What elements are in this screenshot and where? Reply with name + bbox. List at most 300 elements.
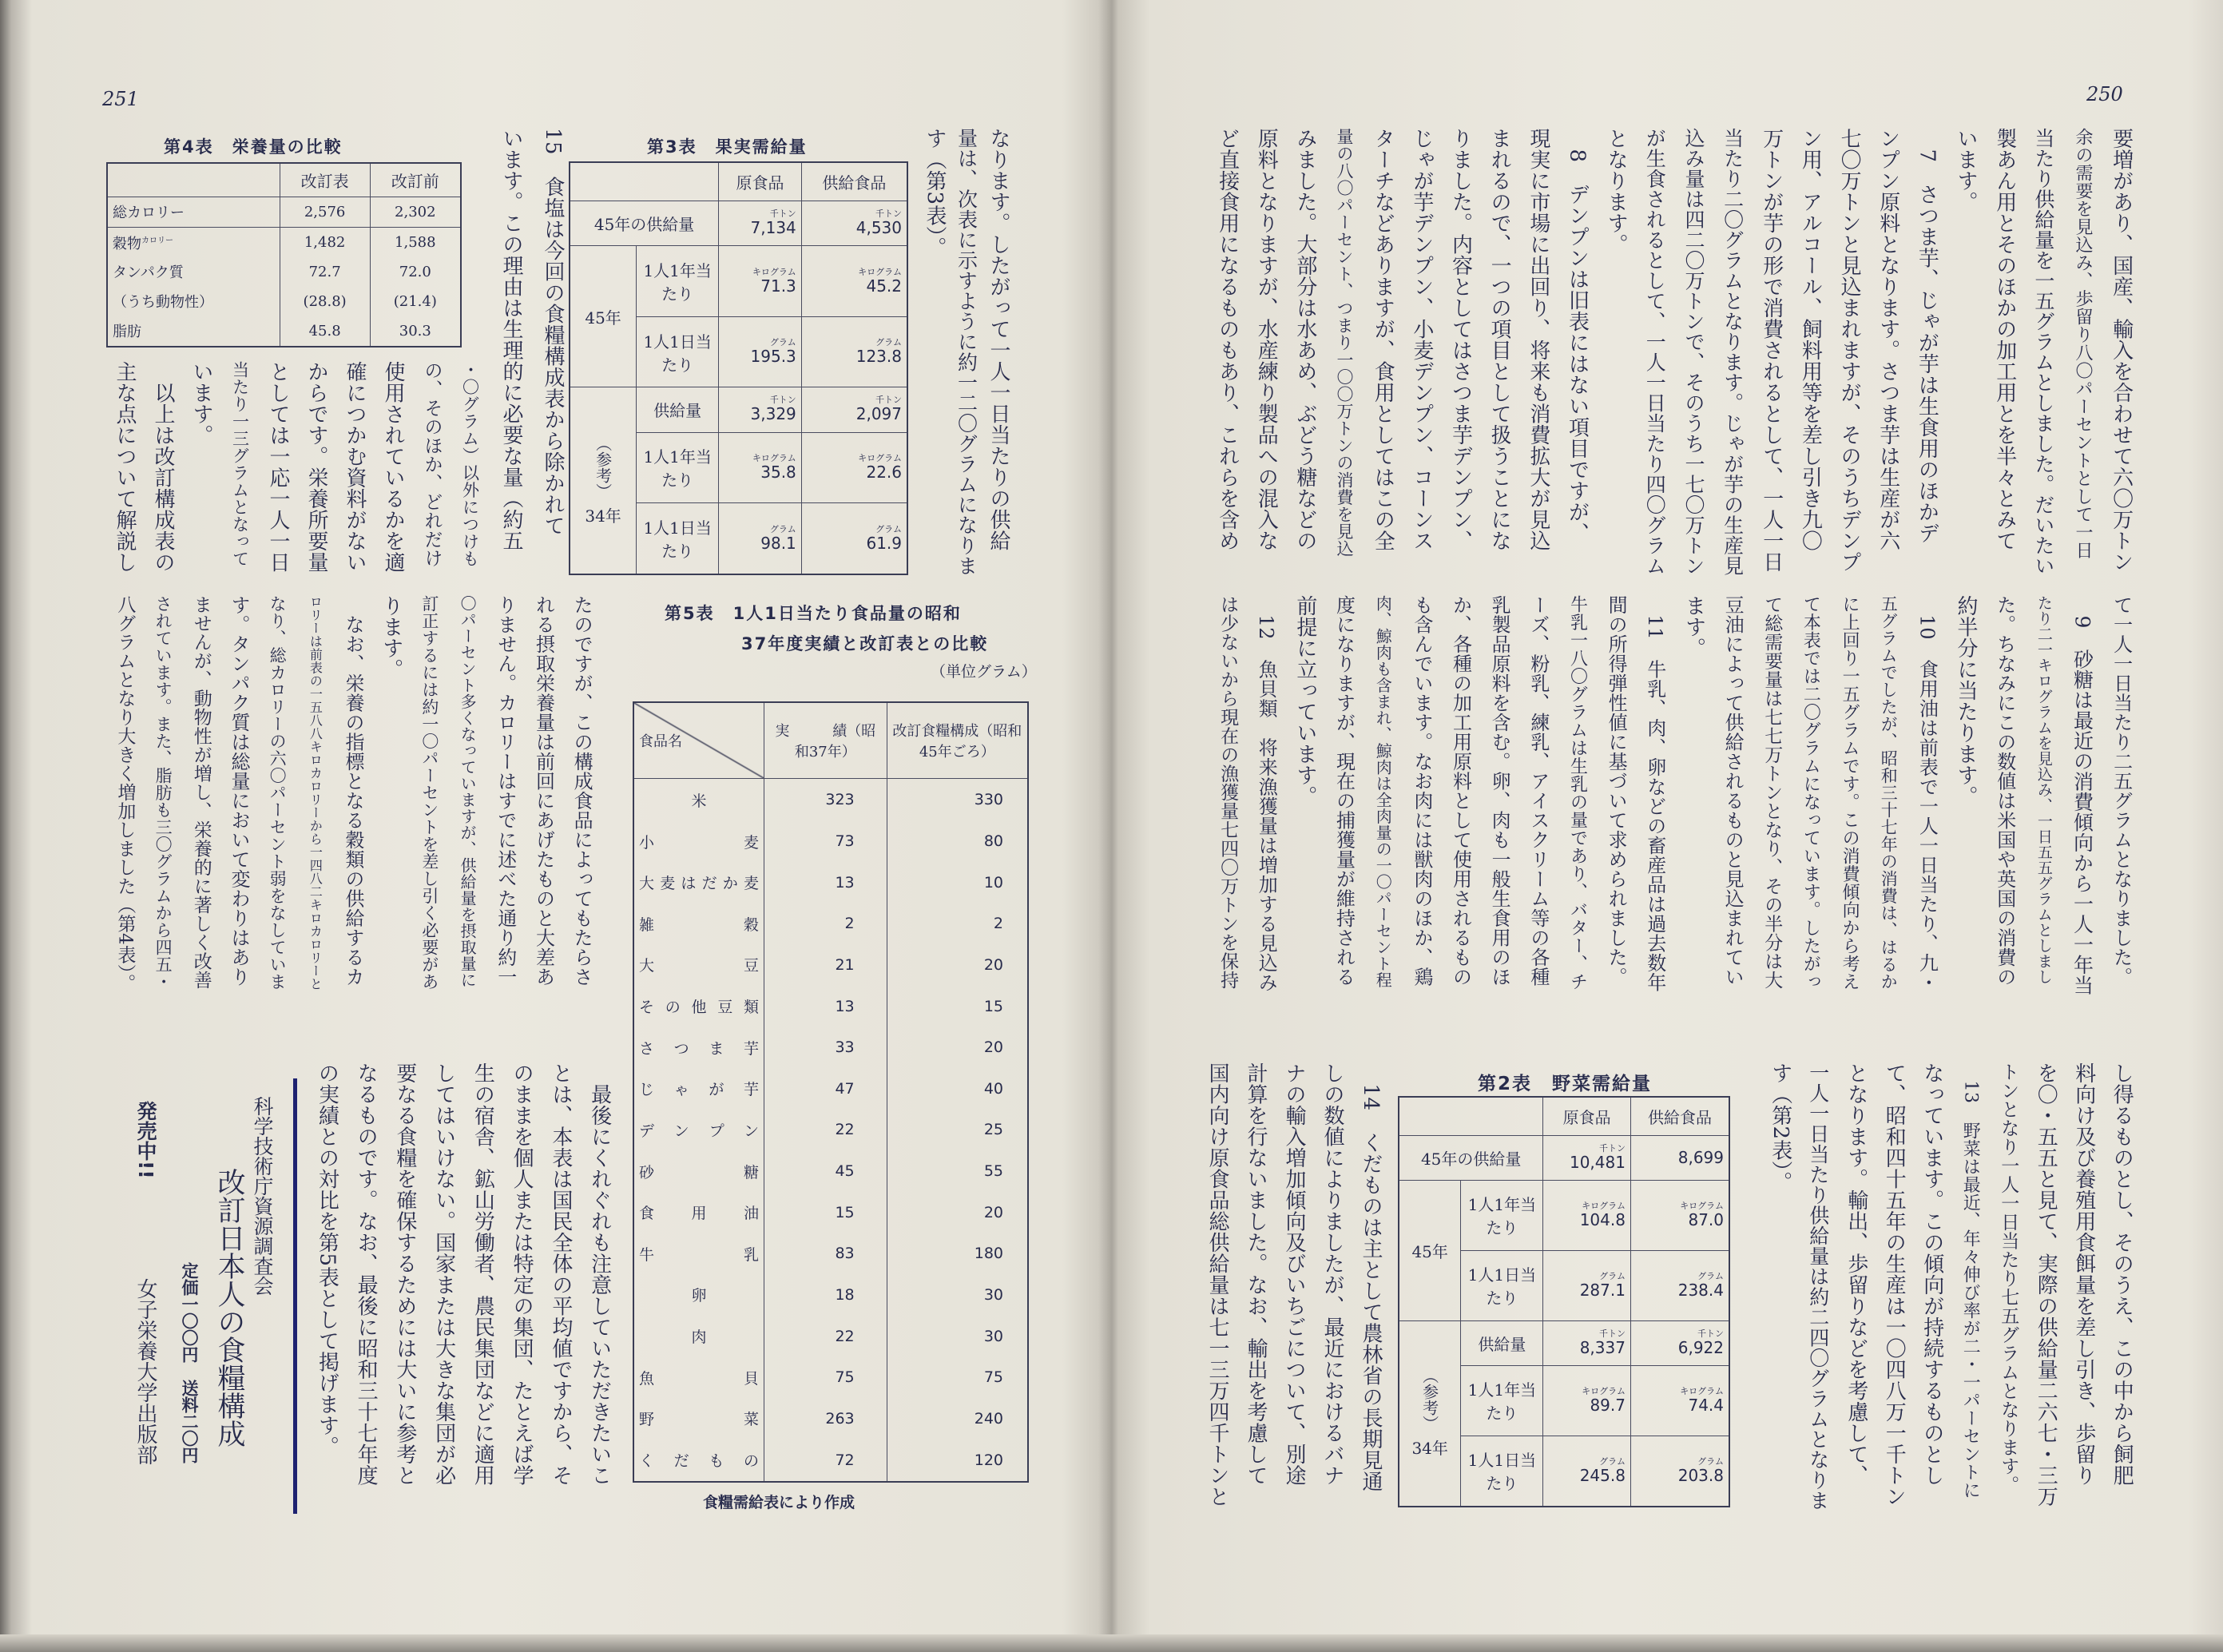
- text-column: ーズ、粉乳、練乳、アイスクリーム等の各種: [1526, 595, 1550, 987]
- table5-source-note: 食糧需給表により作成: [703, 1494, 855, 1511]
- unit-label: キログラム: [752, 452, 796, 463]
- table-header-row: [107, 163, 461, 197]
- text-column: 前提に立っています。: [1292, 595, 1317, 807]
- text-column: なり、総カロリーの六〇パーセント弱をなしていま: [268, 595, 288, 991]
- unit-label: グラム: [1599, 1455, 1626, 1467]
- page-number-left: 251: [102, 88, 139, 110]
- table-row: [633, 820, 1028, 862]
- text-column: た。ちなみにこの数値は米国や英国の消費の: [1993, 595, 2016, 987]
- right-page-tier2-text: [1208, 595, 2141, 999]
- text-column: 余の需要を見込み、歩留り八〇パーセントとして一日: [2073, 128, 2094, 559]
- table-corner-cell: [1399, 1097, 1543, 1135]
- table-cell-value: 80: [887, 820, 1028, 862]
- unit-label: 千トン: [769, 395, 796, 406]
- table-cell-value: 75: [887, 1356, 1028, 1398]
- reference-note: （参考）: [1419, 1368, 1439, 1432]
- table-cell-value: 55: [887, 1150, 1028, 1192]
- text-column: の実績との対比を第5表として掲げます。: [315, 1062, 339, 1458]
- text-column: となります。輸出、歩留りなどを考慮して、: [1844, 1062, 1868, 1486]
- row-label-text: 脂肪: [113, 324, 141, 341]
- table-cell-value: [801, 201, 907, 246]
- text-column: 〇パーセント多くなっていますが、供給量を摂取量に: [458, 595, 478, 988]
- left-page-intro-text: [919, 128, 1014, 575]
- text-column: 間の所得弾性値に基づいて求められました。: [1605, 595, 1628, 987]
- text-column: 要増があり、国産、輸入を合わせて六〇万トン: [2109, 128, 2134, 573]
- table-cell-value: [719, 503, 802, 574]
- cell-value: 8,337: [1579, 1337, 1626, 1357]
- column-header: 原食品: [1543, 1097, 1631, 1135]
- text-column: を〇・五五と見て、実際の供給量二六七・三万: [2034, 1062, 2058, 1507]
- table-cell-value: 30.3: [370, 316, 461, 347]
- text-column: 五グラムでしたが、昭和三十七年の消費は、はるか: [1879, 595, 1899, 991]
- table-cell-value: 73: [764, 820, 887, 862]
- table-cell-value: 2,576: [280, 197, 370, 227]
- table-cell-value: 21: [764, 944, 887, 986]
- row-label: 1人1日当たり: [1461, 1250, 1543, 1320]
- unit-label: 千トン: [769, 208, 796, 220]
- table-row: [570, 246, 907, 317]
- reference-note: （参考）: [593, 435, 613, 499]
- text-column: とは、本表は国民全体の平均値ですから、そ: [548, 1062, 573, 1486]
- text-column: す。タンパク質は総量において変わりはあり: [227, 595, 250, 987]
- table-cell-value: [801, 387, 907, 432]
- text-column: 確につかむ資料がない: [343, 361, 367, 573]
- table-cell-value: 25: [887, 1110, 1028, 1151]
- text-column: 11 牛乳、肉、卵などの畜産品は過去数年: [1643, 595, 1666, 993]
- table3-title: 第3表 果実需給量: [647, 137, 808, 157]
- table-cell-value: 72.0: [370, 257, 461, 287]
- text-column: ン用、アルコール、飼料用等を差し引き九〇: [1798, 128, 1823, 551]
- table-row: [633, 1150, 1028, 1192]
- table-cell-value: 20: [887, 1192, 1028, 1233]
- cell-value: 203.8: [1677, 1465, 1724, 1485]
- table-cell-value: [801, 246, 907, 317]
- table-cell-value: 45.8: [280, 316, 370, 347]
- group-label: [570, 387, 637, 574]
- unit-label: グラム: [1697, 1270, 1724, 1281]
- row-label: 供給量: [1461, 1320, 1543, 1365]
- table-cell-value: 30: [887, 1274, 1028, 1316]
- table-cell-value: 323: [764, 779, 887, 820]
- text-column: 計算を行ないました。なお、輸出を考慮して: [1244, 1062, 1268, 1486]
- table-cell-value: 47: [764, 1068, 887, 1110]
- text-column: ど直接食用になるものもあり、これらを含め: [1215, 128, 1240, 551]
- unit-label: 千トン: [1697, 1328, 1724, 1339]
- group-label: 45年: [1399, 1180, 1461, 1320]
- table-cell-value: 72.7: [280, 257, 370, 287]
- table-cell-value: 330: [887, 779, 1028, 820]
- food-name: 肉: [633, 1316, 764, 1357]
- ad-on-sale: 発売中!!: [134, 1101, 157, 1179]
- food-name: 卵: [633, 1274, 764, 1316]
- table-cell-value: [719, 201, 802, 246]
- table-cell-value: 20: [887, 944, 1028, 986]
- food-name: 牛乳: [633, 1233, 764, 1274]
- text-column: 度になりますが、現在の捕獲量が維持される: [1332, 595, 1356, 987]
- table-cell-value: [1543, 1250, 1631, 1320]
- table-cell-value: [1630, 1180, 1729, 1250]
- table-row: [1399, 1135, 1729, 1180]
- table-cell-value: 2: [887, 903, 1028, 944]
- text-column: なお、栄養の指標となる穀類の供給するカ: [342, 595, 365, 987]
- table-cell-value: 20: [887, 1027, 1028, 1068]
- cell-value: 74.4: [1688, 1395, 1724, 1415]
- text-column: なります。したがって一人一日当たりの供給: [986, 128, 1010, 551]
- text-column: じゃが芋デンプン、小麦デンプン、コーンス: [1409, 128, 1434, 551]
- text-column: 15 食塩は今回の食糧構成表から除かれて: [541, 128, 565, 537]
- table-cell-value: [1630, 1365, 1729, 1436]
- table-row: [633, 1316, 1028, 1357]
- column-header: 改訂表: [280, 163, 370, 197]
- table-row: [633, 779, 1028, 820]
- cell-value: 35.8: [760, 462, 796, 482]
- cell-value: 195.3: [750, 347, 796, 367]
- group-year: 34年: [585, 506, 621, 526]
- food-name: 大麦はだか麦: [633, 862, 764, 903]
- text-column: し得るものとし、そのうえ、この中から飼肥: [2110, 1062, 2134, 1486]
- table-cell-value: [1630, 1320, 1729, 1365]
- table-corner-cell: [570, 162, 719, 201]
- table-cell-value: [1630, 1135, 1729, 1180]
- cell-value: 61.9: [866, 533, 902, 553]
- cell-value: 238.4: [1677, 1280, 1724, 1300]
- table-cell-value: [719, 316, 802, 387]
- cell-value: 2,097: [855, 404, 902, 424]
- unit-label: キログラム: [752, 266, 796, 277]
- text-column: 八グラムとなり大きく増加しました（第4表）。: [114, 595, 136, 993]
- column-header: [107, 163, 280, 197]
- text-column: れる摂取栄養量は前回にあげたものと大差あ: [532, 595, 555, 987]
- table-row: [1399, 1180, 1729, 1250]
- text-column: 製あん用とそのほかの加工用とを半々とみて: [1992, 128, 2017, 551]
- unit-label: キログラム: [1582, 1385, 1626, 1396]
- right-page-fruit-text: [1198, 1062, 1390, 1510]
- food-name: さつま芋: [633, 1027, 764, 1068]
- text-column: りません。カロリーはすでに述べた通り約一: [494, 595, 517, 987]
- food-name: 砂糖: [633, 1150, 764, 1192]
- text-column: 8 デンプンは旧表にはない項目ですが、: [1565, 128, 1590, 544]
- ad-price: 定価一〇〇円 送料二〇円: [180, 1262, 200, 1463]
- table-row: [570, 387, 907, 432]
- food-name: 小麦: [633, 820, 764, 862]
- text-column: 料向け及び養殖用食餌量を差し引き、歩留り: [2071, 1062, 2096, 1486]
- row-label-text: タンパク質: [113, 264, 184, 282]
- right-page-tier1-text: [1208, 128, 2141, 575]
- text-column: 当たり供給量を一五グラムとしました。だいたい: [2031, 128, 2055, 576]
- table-row: [633, 1027, 1028, 1068]
- row-label-text: 穀物: [113, 235, 141, 252]
- unit-label: キログラム: [1582, 1200, 1626, 1211]
- row-label: 1人1年当たり: [637, 246, 719, 317]
- text-column: 原料となりますが、水産練り製品への混入な: [1254, 128, 1279, 551]
- text-column: 七〇万トンと見込まれますが、そのうちデンプ: [1837, 128, 1862, 573]
- cell-value: 123.8: [855, 347, 902, 367]
- text-column: 一人一日当たり供給量は約二四〇グラムとなりま: [1806, 1062, 1830, 1511]
- text-column: 13 野菜は最近、年々伸び率が二・一パーセントに: [1960, 1062, 1981, 1499]
- group-year: 34年: [1411, 1439, 1448, 1459]
- table-cell-value: [1543, 1365, 1631, 1436]
- text-column: て、昭和四十五年の生産は一〇四八万一千トン: [1882, 1062, 1907, 1507]
- table-row: [633, 1110, 1028, 1151]
- table-row: [570, 201, 907, 246]
- table-header-row: [633, 702, 1028, 779]
- cell-value: 71.3: [760, 276, 796, 296]
- table-cell-value: 263: [764, 1398, 887, 1440]
- column-header: 供給食品: [1630, 1097, 1729, 1135]
- text-column: 9 砂糖は最近の消費傾向から一人一年当: [2070, 595, 2094, 995]
- unit-label: カロリー: [141, 236, 173, 245]
- table-cell-value: 120: [887, 1440, 1028, 1482]
- table-cell-value: 240: [887, 1398, 1028, 1440]
- unit-label: 千トン: [875, 208, 902, 220]
- cell-value: 104.8: [1579, 1209, 1626, 1229]
- text-column: 国内向け原食品総供給量は七一三万四千トンと: [1205, 1062, 1229, 1507]
- cell-value: 287.1: [1579, 1280, 1626, 1300]
- table-row: [107, 228, 461, 258]
- text-column: に上回り一五グラムです。この消費傾向から考え: [1840, 595, 1860, 991]
- text-column: 約半分に当たります。: [1954, 595, 1979, 807]
- text-column: ンプン原料となります。さつま芋は生産が六: [1876, 128, 1900, 551]
- text-column: 込み量は四二〇万トンで、そのうち一七〇万トン: [1681, 128, 1705, 576]
- table-row: [107, 316, 461, 347]
- text-column: みました。大部分は水あめ、ぶどう糖などの: [1292, 128, 1317, 551]
- text-column: も含んでいます。なお肉には獣肉のほか、鶏: [1410, 595, 1433, 987]
- text-column: たり二一キログラムを見込み、一日五五グラムとしまし: [2034, 595, 2053, 985]
- food-name: くだもの: [633, 1440, 764, 1482]
- table-row: [107, 287, 461, 316]
- text-column: 使用されているかを適: [381, 361, 405, 573]
- row-label: [107, 287, 280, 316]
- table-cell-value: 15: [887, 986, 1028, 1027]
- group-label: 45年: [570, 246, 637, 387]
- text-column: ・〇グラム）以外につけも: [460, 361, 480, 567]
- text-column: からです。栄養所要量: [304, 361, 328, 573]
- column-header: 供給食品: [801, 162, 907, 201]
- food-name: その他豆類: [633, 986, 764, 1027]
- left-page-tier2-text: [105, 595, 601, 999]
- text-column: 牛乳一八〇グラムは生乳の量であり、バター、チ: [1567, 595, 1588, 991]
- row-label: 1人1年当たり: [637, 432, 719, 503]
- table-row: [633, 1192, 1028, 1233]
- text-column: の、そのほか、どれだけ: [421, 361, 443, 568]
- text-column: トンとなり一人一日当たり七五グラムとなります。: [1998, 1062, 2019, 1495]
- unit-label: グラム: [875, 337, 902, 348]
- text-column: て本表では二〇グラムになっています。したがっ: [1800, 595, 1821, 991]
- text-column: ターチなどありますが、食用としてはこの全: [1371, 128, 1395, 551]
- table-row: [633, 1274, 1028, 1316]
- text-column: 量の八〇パーセント、つまり一〇〇万トンの消費を見込: [1335, 128, 1355, 558]
- row-label: 45年の供給量: [570, 201, 719, 246]
- text-column: ます。: [1681, 595, 1706, 659]
- table-row: [633, 1440, 1028, 1482]
- unit-label: グラム: [769, 337, 796, 348]
- ad-book-title: 改訂日本人の食糧構成: [213, 1168, 245, 1447]
- text-column: 量は、次表に示すように約一二〇グラムになりま: [955, 128, 979, 576]
- table-cell-value: 2: [764, 903, 887, 944]
- table-cell-value: [1630, 1436, 1729, 1507]
- row-label-text: 総カロリー: [113, 205, 185, 222]
- table-cell-value: [1543, 1180, 1631, 1250]
- column-header: 改訂食糧構成（昭和45年ごろ）: [887, 702, 1028, 779]
- table-cell-value: 13: [764, 986, 887, 1027]
- table-cell-value: 30: [887, 1316, 1028, 1357]
- text-column: は少ないから現在の漁獲量七四〇万トンを保持: [1217, 595, 1239, 990]
- unit-label: キログラム: [1680, 1200, 1724, 1211]
- text-column: 12 魚貝類 将来漁獲量は増加する見込み: [1255, 595, 1278, 993]
- text-column: まれるので、一つの項目として扱うことにな: [1487, 128, 1512, 551]
- text-column: 14 くだものは主として農林省の長期見通: [1359, 1062, 1383, 1492]
- table-cell-value: (21.4): [370, 287, 461, 316]
- table5-food-comparison: [633, 701, 1029, 1483]
- right-page-tier3-text: [1761, 1062, 2141, 1510]
- page-number-right: 250: [2086, 83, 2123, 105]
- table-cell-value: 2,302: [370, 197, 461, 227]
- table4-title: 第4表 栄養量の比較: [164, 137, 343, 157]
- unit-label: グラム: [769, 523, 796, 534]
- table-row: [633, 1233, 1028, 1274]
- table2-vegetable-supply: [1398, 1096, 1730, 1507]
- text-column: としては一応一人一日: [266, 361, 290, 573]
- table-cell-value: 15: [764, 1192, 887, 1233]
- cell-value: 7,134: [750, 218, 796, 238]
- table-cell-value: 13: [764, 862, 887, 903]
- text-column: 当たり一三グラムとなって: [230, 361, 250, 567]
- page-edge: [0, 1634, 2223, 1652]
- text-column: りました。内容としてはさつま芋デンプン、: [1448, 128, 1473, 551]
- table-row: [633, 1068, 1028, 1110]
- row-label: 供給量: [637, 387, 719, 432]
- text-column: 7 さつま芋、じゃが芋は生食用のほかデ: [1915, 128, 1939, 544]
- food-name: デンプン: [633, 1110, 764, 1151]
- ad-publisher: 女子栄養大学出版部: [133, 1278, 157, 1465]
- food-name: 魚貝: [633, 1356, 764, 1398]
- table-cell-value: 33: [764, 1027, 887, 1068]
- table-cell-value: [801, 316, 907, 387]
- cell-value: 98.1: [760, 533, 796, 553]
- unit-label: 千トン: [1598, 1328, 1626, 1339]
- text-column: います。: [189, 361, 213, 446]
- unit-label: グラム: [875, 523, 902, 534]
- text-column: います。: [1954, 128, 1979, 212]
- text-column: て一人一日当たり二五グラムとなりました。: [2110, 595, 2133, 987]
- text-column: 要なる食糧を確保するためには大いに参考と: [392, 1062, 417, 1486]
- cell-value: 45.2: [866, 276, 902, 296]
- table-cell-value: 180: [887, 1233, 1028, 1274]
- table-cell-value: [1543, 1135, 1631, 1180]
- table-cell-value: 10: [887, 862, 1028, 903]
- cell-value: 22.6: [866, 462, 902, 482]
- ad-publisher-org: 科学技術庁資源調査会: [251, 1096, 274, 1296]
- table-cell-value: 72: [764, 1440, 887, 1482]
- table-cell-value: [719, 246, 802, 317]
- text-column: ませんが、動物性が増し、栄養的に著しく改善: [190, 595, 212, 990]
- text-column: 最後にくれぐれも注意していただきたいこ: [587, 1062, 612, 1486]
- row-label: [107, 257, 280, 287]
- text-column: 主な点について解説し: [113, 361, 137, 573]
- unit-label: キログラム: [1680, 1385, 1724, 1396]
- unit-label: キログラム: [858, 452, 902, 463]
- row-label: 1人1日当たり: [637, 316, 719, 387]
- unit-label: 千トン: [1598, 1142, 1626, 1154]
- row-label: 1人1日当たり: [637, 503, 719, 574]
- row-label-text: （うち動物性）: [113, 294, 213, 312]
- text-column: ります。: [379, 595, 403, 680]
- left-page-salt-continued-text: [105, 361, 489, 575]
- table-cell-value: [1543, 1320, 1631, 1365]
- text-column: 肉、鯨肉も含まれ、鯨肉は全肉量の一〇パーセント程: [1373, 595, 1393, 988]
- table-cell-value: 22: [764, 1316, 887, 1357]
- text-column: 以上は改訂構成表の: [151, 361, 175, 573]
- table5-unit: （単位グラム）: [931, 663, 1037, 681]
- table3-fruit-supply: [569, 161, 908, 575]
- table-cell-value: [801, 503, 907, 574]
- text-column: います。この理由は生理的に必要な量（約五: [499, 128, 523, 551]
- table-cell-value: 18: [764, 1274, 887, 1316]
- text-column: て総需要量は七七万トンとなり、その半分は大: [1761, 595, 1783, 990]
- text-column: 訂正するには約一〇パーセントを差し引く必要があ: [419, 595, 439, 991]
- food-name: 大豆: [633, 944, 764, 986]
- table-cell-value: 75: [764, 1356, 887, 1398]
- table-row: [1399, 1320, 1729, 1365]
- unit-label: グラム: [1599, 1270, 1626, 1281]
- text-column: 生の宿舎、鉱山労働者、農民集団などに適用: [470, 1062, 495, 1486]
- unit-label: キログラム: [858, 266, 902, 277]
- text-column: 万トンが芋の形で消費されるとして、一人一日: [1759, 128, 1784, 573]
- text-column: 現実に市場に出回り、将来も消費拡大が見込: [1526, 128, 1550, 551]
- left-page-salt-text: [490, 128, 574, 575]
- food-name: 食用油: [633, 1192, 764, 1233]
- table-row: [633, 944, 1028, 986]
- text-column: たのですが、この構成食品によってもたらさ: [570, 595, 593, 987]
- table-header-row: [1399, 1097, 1729, 1135]
- cell-value: 6,922: [1677, 1337, 1724, 1357]
- row-label: 1人1年当たり: [1461, 1365, 1543, 1436]
- table-cell-value: [1630, 1250, 1729, 1320]
- table2-title: 第2表 野菜需給量: [1478, 1074, 1653, 1094]
- cell-value: 87.0: [1688, 1209, 1724, 1229]
- text-column: となります。: [1604, 128, 1629, 255]
- text-column: ナの輸入増加傾向及びいちごについて、別途: [1282, 1062, 1306, 1486]
- unit-label: グラム: [1697, 1455, 1724, 1467]
- food-name: 米: [633, 779, 764, 820]
- text-column: してはいけない。国家または大きな集団が必: [431, 1062, 456, 1486]
- text-column: なっています。この傾向が持続するものとし: [1919, 1062, 1944, 1486]
- row-label: 1人1年当たり: [1461, 1180, 1543, 1250]
- column-header: 原食品: [719, 162, 802, 201]
- table-row: [107, 197, 461, 227]
- text-column: 当たり二〇グラムとなります。じゃが芋の生産見: [1721, 128, 1745, 576]
- table-cell-value: 22: [764, 1110, 887, 1151]
- column-header: 改訂前: [370, 163, 461, 197]
- food-name: 野菜: [633, 1398, 764, 1440]
- table-cell-value: [801, 432, 907, 503]
- text-column: しの数値によりましたが、最近におけるバナ: [1320, 1062, 1344, 1486]
- text-column: なるものです。なお、最後に昭和三十七年度: [354, 1062, 379, 1486]
- table-cell-value: 1,588: [370, 228, 461, 258]
- text-column: す（第2表）。: [1768, 1062, 1792, 1193]
- table-row: [633, 1398, 1028, 1440]
- ad-divider-line: [293, 1078, 297, 1514]
- table5-title-line2: 37年度実績と改訂表との比較: [741, 634, 989, 653]
- table-row: [633, 1356, 1028, 1398]
- text-column: ロリーは前表の一五八八キロカロリーから一四八二キロカロリーと: [308, 595, 324, 991]
- text-column: 乳製品原料を含む。卵、肉も一般生食用のほ: [1488, 595, 1511, 987]
- cell-value: 4,530: [855, 218, 902, 238]
- table-cell-value: (28.8): [280, 287, 370, 316]
- row-label: 45年の供給量: [1399, 1135, 1543, 1180]
- food-name: じゃが芋: [633, 1068, 764, 1110]
- text-column: 10 食用油は前表で一人一日当たり、九・: [1915, 595, 1939, 993]
